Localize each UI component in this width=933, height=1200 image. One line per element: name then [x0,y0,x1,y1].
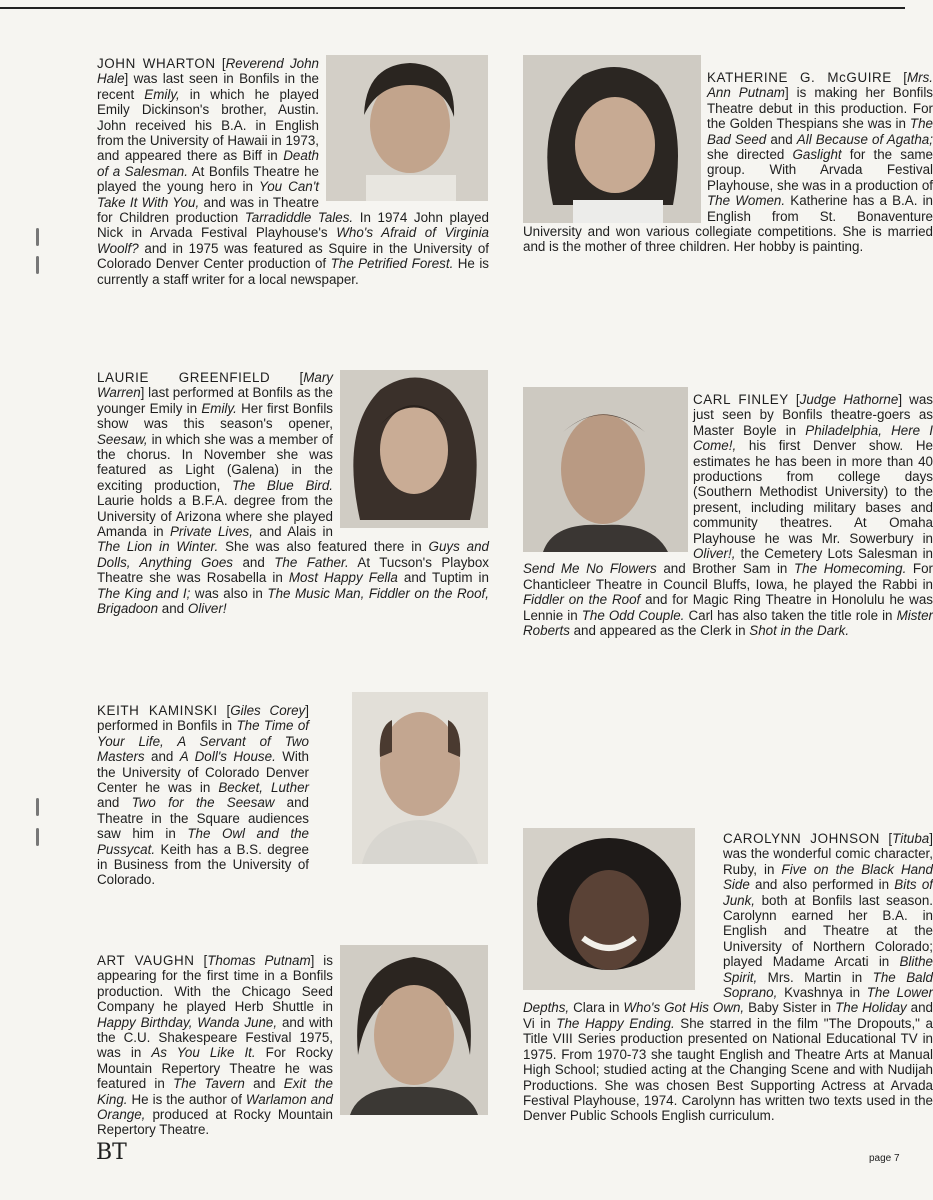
handwritten-initials: BT [96,1140,127,1165]
margin-mark [36,828,39,846]
bio-art-vaughn: ART VAUGHN [Thomas Putnam] is appearing for the first time in a Bonfils production. With the Chicago Seed Company he played Herb Shuttle in Happy Birthday, Wanda June, and with the C.U. Shakespeare Festival 1975, was in As You Like It. For Rocky Mountain Repertory Theatre he was featured in The Tavern and Exit the King. He is the author of Warlamon and Orange, produced at Rocky Mountain Repertory Theatre. [97,953,333,1138]
margin-mark [36,798,39,816]
top-rule [0,7,905,9]
bio-laurie-greenfield: LAURIE GREENFIELD [Mary Warren] last performed at Bonfils as the younger Emily in Emily. Her first Bonfils show was this season's opener, Seesaw, in which she was a member of the chorus. In November she was featured as Light (Galena) in the exciting production, The Blue Bird. Laurie holds a B.F.A. degree from the University of Arizona where she played Amanda in Private Lives, and Alais in The Lion in Winter. She was also featured there in Guys and Dolls, Anything Goes and The Father. At Tucson's Playbox Theatre she was Rosabella in Most Happy Fella and Tuptim in The King and I; was also in The Music Man, Fiddler on the Roof, Brigadoon and Oliver! [97,370,490,617]
page-number: page 7 [869,1153,900,1164]
bio-carolynn-johnson: CAROLYNN JOHNSON [Tituba] was the wonderful comic character, Ruby, in Five on the Black Hand Side and also performed in Bits of Junk, both at Bonfils last season. Carolynn earned her B.A. in English and Theatre at the University of Northern Colorado; played Madame Arcati in Blithe Spirit, Mrs. Martin in The Bald Soprano, Kvashnya in The Lower Depths, Clara in Who's Got His Own, Baby Sister in The Holiday and Vi in The Happy Ending. She starred in the film "The Dropouts," a Title VIII Series production presented on National Educational TV in 1975. From 1970-73 she taught English and Theatre Arts at Manual High School; studied acting at the Changing Scene and with Nudijah Productions. She was chosen Best Supporting Actress at Arvada Festival Playhouse, 1974. Carolynn has written two texts used in the Denver Public Schools English curriculum. [523,831,933,1124]
bio-katherine-mcguire: KATHERINE G. McGUIRE [Mrs. Ann Putnam] is making her Bonfils Theatre debut in this production. For the Golden Thespians she was in The Bad Seed and All Because of Agatha; she directed Gaslight for the same group. With Arvada Festival Playhouse, she was in a production of The Women. Katherine has a B.A. in English from St. Bonaventure University and won various collegiate competitions. She is married and is the mother of three children. Her hobby is painting. [523,70,933,255]
bio-keith-kaminski: KEITH KAMINSKI [Giles Corey] performed in Bonfils in The Time of Your Life, A Servant of Two Masters and A Doll's House. With the University of Colorado Denver Center he was in Becket, Luther and Two for the Seesaw and Theatre in the Square audiences saw him in The Owl and the Pussycat. Keith has a B.S. degree in Business from the University of Colorado. [97,703,310,888]
margin-mark [36,256,39,274]
bio-john-wharton: JOHN WHARTON [Reverend John Hale] was last seen in Bonfils in the recent Emily, in which he played Emily Dickinson's brother, Austin. John received his B.A. in English from the University of Hawaii in 1973, and appeared there as Biff in Death of a Salesman. At Bonfils Theatre he played the young hero in You Can't Take It With You, and was in Theatre for Children production Tarradiddle Tales. In 1974 John played Nick in Arvada Festival Playhouse's Who's Afraid of Virginia Woolf? and in 1975 was featured as Squire in the University of Colorado Denver Center production of The Petrified Forest. He is currently a staff writer for a local newspaper. [97,56,490,287]
margin-mark [36,228,39,246]
bio-carl-finley: CARL FINLEY [Judge Hathorne] was just seen by Bonfils theatre-goers as Master Boyle in Philadelphia, Here I Come!, his first Denver show. He estimates he has been in more than 40 productions from college days (Southern Methodist University) to the present, including military bases and community theatres. At Omaha Playhouse he was Mr. Sowerbury in Oliver!, the Cemetery Lots Salesman in Send Me No Flowers and Brother Sam in The Homecoming. For Chanticleer Theatre in Council Bluffs, Iowa, he played the Rabbi in Fiddler on the Roof and for Magic Ring Theatre in Honolulu he was Lennie in The Odd Couple. Carl has also taken the title role in Mister Roberts and appeared as the Clerk in Shot in the Dark. [523,392,933,639]
